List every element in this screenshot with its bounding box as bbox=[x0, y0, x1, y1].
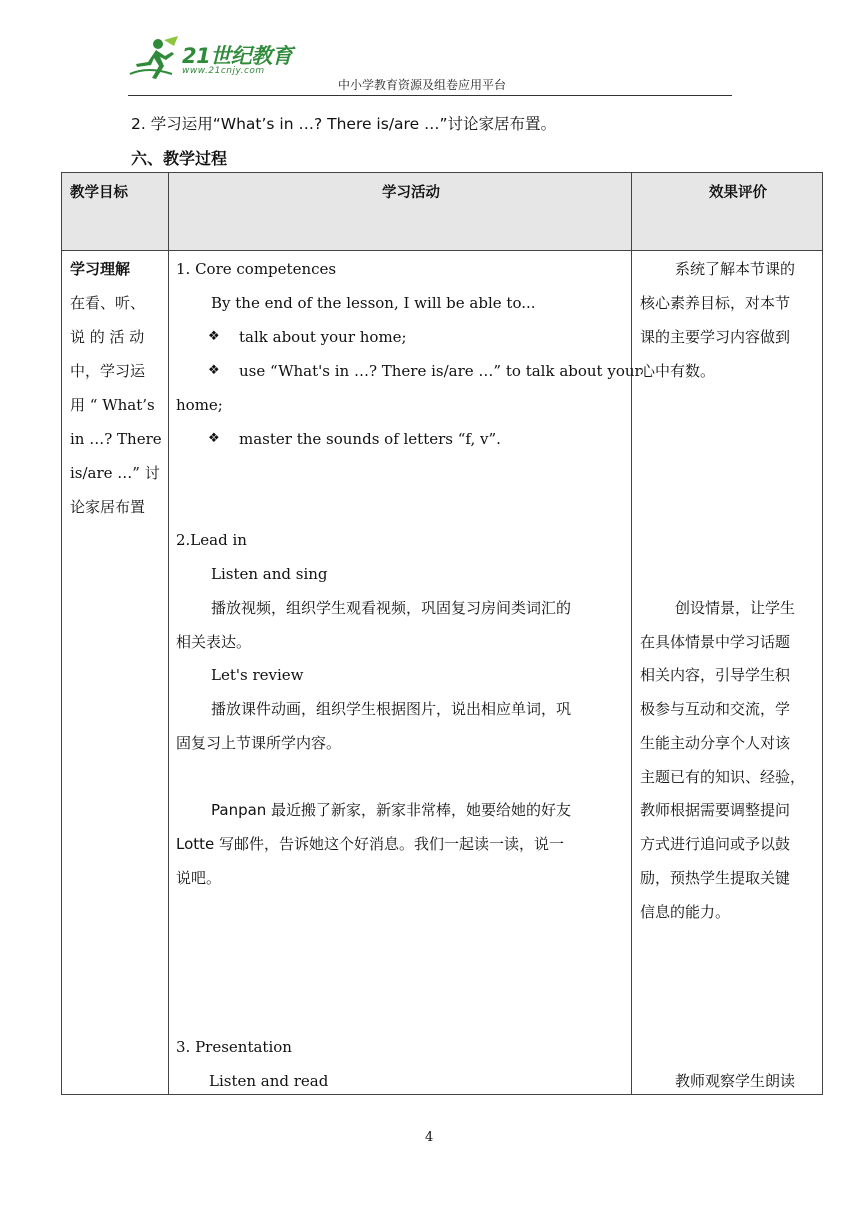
core-intro: By the end of the lesson, I will be able to... bbox=[211, 294, 536, 312]
table-header-row bbox=[62, 173, 822, 251]
goal-title: 学习理解 bbox=[70, 260, 131, 278]
lead-in-title: 2.Lead in bbox=[176, 531, 247, 549]
activity-text: 播放课件动画，组织学生根据图片，说出相应单词，巩 bbox=[211, 700, 572, 718]
activity-text: Lotte 写邮件，告诉她这个好消息。我们一起读一读，说一 bbox=[176, 835, 565, 853]
activity-text: Panpan 最近搬了新家，新家非常棒，她要给她的好友 bbox=[211, 801, 572, 819]
section-heading: 六、教学过程 bbox=[131, 149, 228, 168]
header-activities: 学习活动 bbox=[382, 185, 440, 201]
page-header bbox=[128, 34, 732, 96]
activity-text: 固复习上节课所学内容。 bbox=[176, 734, 342, 752]
evaluation-line: 系统了解本节课的 bbox=[675, 260, 796, 278]
presentation-title: 3. Presentation bbox=[176, 1038, 292, 1056]
brand-logo bbox=[128, 34, 298, 82]
goal-line: 用 “ What’s bbox=[70, 396, 155, 414]
activity-text: 播放视频，组织学生观看视频，巩固复习房间类词汇的 bbox=[211, 599, 572, 617]
activity-text: 相关表达。 bbox=[176, 633, 252, 651]
competence-item: talk about your home; bbox=[239, 328, 407, 346]
evaluation-line: 心中有数。 bbox=[640, 362, 716, 380]
activity-text: 说吧。 bbox=[176, 869, 222, 887]
goal-line: is/are …” 讨 bbox=[70, 464, 160, 482]
goal-line: in …? There bbox=[70, 430, 162, 448]
diamond-bullet-icon: ❖ bbox=[208, 329, 220, 344]
evaluation-line: 创设情景，让学生 bbox=[675, 599, 796, 617]
evaluation-line: 相关内容，引导学生积 bbox=[640, 666, 791, 684]
evaluation-line: 教师根据需要调整提问 bbox=[640, 801, 791, 819]
page-number: 4 bbox=[425, 1130, 434, 1145]
competence-item-cont: home; bbox=[176, 396, 223, 414]
evaluation-line: 方式进行追问或予以鼓 bbox=[640, 835, 791, 853]
evaluation-line: 核心素养目标，对本节 bbox=[640, 294, 791, 312]
evaluation-line: 励，预热学生提取关键 bbox=[640, 869, 791, 887]
runner-logo-icon bbox=[128, 36, 180, 80]
diamond-bullet-icon: ❖ bbox=[208, 431, 220, 446]
header-divider bbox=[128, 95, 732, 96]
teaching-process-table bbox=[61, 172, 823, 1095]
evaluation-line: 教师观察学生朗读 bbox=[675, 1072, 796, 1090]
column-divider bbox=[631, 173, 632, 1094]
logo-text: 21世纪教育 bbox=[182, 44, 293, 68]
goal-line: 在看、听、 bbox=[70, 294, 146, 312]
evaluation-line: 主题已有的知识、经验， bbox=[640, 768, 806, 786]
diamond-bullet-icon: ❖ bbox=[208, 363, 220, 378]
evaluation-line: 在具体情景中学习话题 bbox=[640, 633, 791, 651]
competence-item: master the sounds of letters “f, v”. bbox=[239, 430, 501, 448]
lets-review: Let's review bbox=[211, 666, 304, 684]
listen-read: Listen and read bbox=[209, 1072, 329, 1090]
evaluation-line: 极参与互动和交流，学 bbox=[640, 700, 791, 718]
header-goal: 教学目标 bbox=[70, 185, 128, 201]
competence-item: use “What's in …? There is/are …” to talk about your bbox=[239, 362, 642, 380]
logo-url: www.21cnjy.com bbox=[182, 66, 265, 76]
header-evaluation: 效果评价 bbox=[709, 185, 767, 201]
learning-point-2: 2. 学习运用“What’s in …? There is/are …”讨论家居布置。 bbox=[131, 115, 557, 133]
goal-line: 论家居布置 bbox=[70, 498, 146, 516]
evaluation-line: 信息的能力。 bbox=[640, 903, 731, 921]
goal-line: 中，学习运 bbox=[70, 362, 146, 380]
platform-subtitle: 中小学教育资源及组卷应用平台 bbox=[338, 78, 507, 92]
goal-line: 说 的 活 动 bbox=[70, 328, 145, 346]
column-divider bbox=[168, 173, 169, 1094]
listen-sing: Listen and sing bbox=[211, 565, 328, 583]
evaluation-line: 生能主动分享个人对该 bbox=[640, 734, 791, 752]
evaluation-line: 课的主要学习内容做到 bbox=[640, 328, 791, 346]
core-competences-title: 1. Core competences bbox=[176, 260, 337, 278]
